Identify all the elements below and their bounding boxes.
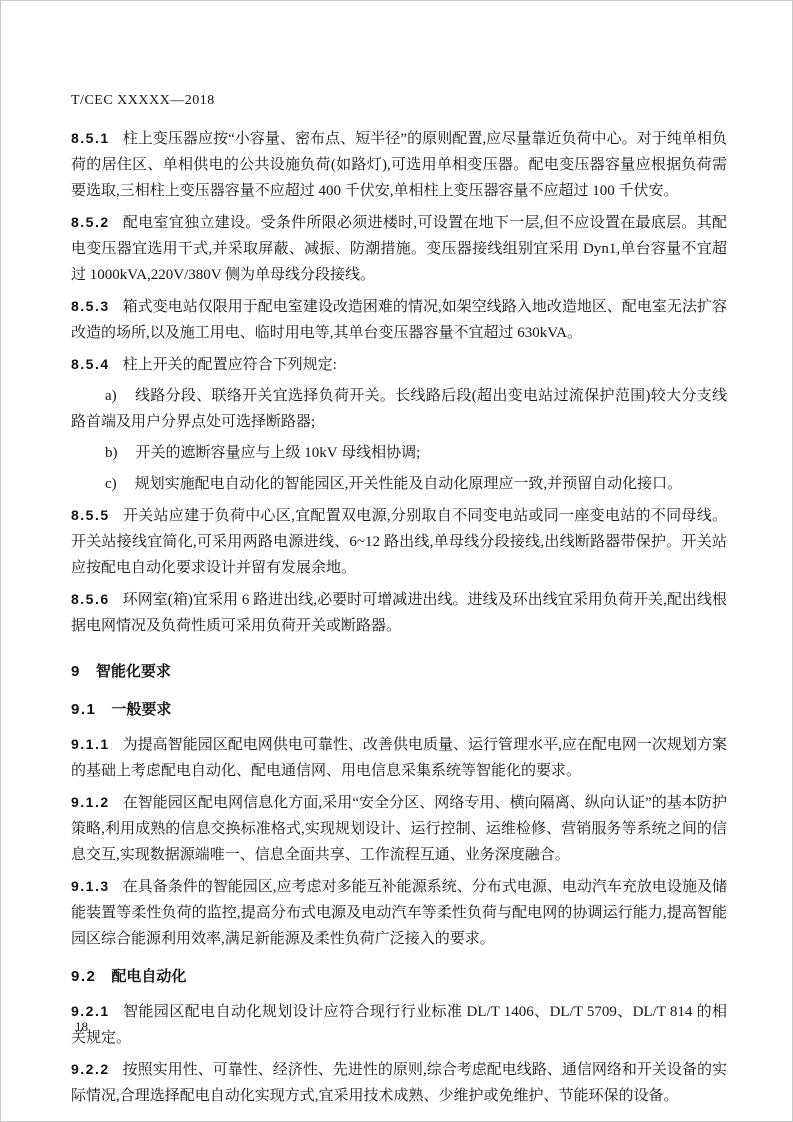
- clause-number: 9.1.1: [71, 736, 110, 752]
- clause-text: 为提高智能园区配电网供电可靠性、改善供电质量、运行管理水平,应在配电网一次规划方案的基础上考虑配电自动化、配电通信网、用电信息采集系统等智能化的要求。: [71, 737, 727, 779]
- clause-text: 按照实用性、可靠性、经济性、先进性的原则,综合考虑配电线路、通信网络和开关设备的实际情况,合理选择配电自动化实现方式,宜采用技术成熟、少维护或免维护、节能环保的设备。: [71, 1062, 727, 1104]
- clause-8-5-1: [71, 125, 727, 204]
- clause-8-5-2: [71, 209, 727, 288]
- clause-text: 在智能园区配电网信息化方面,采用“安全分区、网络专用、横向隔离、纵向认证”的基本防护策略,利用成熟的信息交换标准格式,实现规划设计、运行控制、运维检修、营销服务等系统之间的信息交互,实现数据源端唯一、信息全面共享、工作流程互通、业务深度融合。: [71, 795, 727, 863]
- section-heading-9: [71, 659, 727, 685]
- clause-text: 在具备条件的智能园区,应考虑对多能互补能源系统、分布式电源、电动汽车充放电设施及储能装置等柔性负荷的监控,提高分布式电源及电动汽车等柔性负荷与配电网的协调运行能力,提高智能园区综合能源利用效率,满足新能源及柔性负荷广泛接入的要求。: [71, 879, 727, 947]
- section-title: 一般要求: [111, 701, 172, 718]
- clause-number: 9.1.3: [71, 878, 110, 894]
- clause-number: 8.5.2: [71, 214, 110, 230]
- clause-9-2-1: [71, 998, 727, 1051]
- clause-number: 8.5.6: [71, 591, 110, 607]
- standard-number-header: T/CEC XXXXX—2018: [71, 93, 215, 108]
- section-heading-9-1: [71, 697, 727, 723]
- clause-number: 9.1.2: [71, 794, 110, 810]
- clause-text: 柱上变压器应按“小容量、密布点、短半径”的原则配置,应尽量靠近负荷中心。对于纯单相负荷的居住区、单相供电的公共设施负荷(如路灯),可选用单相变压器。配电变压器容量应根据负荷需要选取,三相柱上变压器容量不应超过 400 千伏安,单相柱上变压器容量不应超过 100 千伏安。: [71, 131, 727, 199]
- list-item-label: b): [105, 445, 118, 461]
- list-item-label: c): [105, 476, 117, 492]
- list-item-text: 规划实施配电自动化的智能园区,开关性能及自动化原理应一致,并预留自动化接口。: [134, 476, 683, 492]
- clause-number: 8.5.1: [71, 130, 110, 146]
- clause-9-1-3: [71, 873, 727, 952]
- clause-number: 8.5.4: [71, 356, 110, 372]
- section-title: 配电自动化: [111, 968, 187, 985]
- section-title: 智能化要求: [95, 663, 171, 680]
- clause-8-5-5: [71, 502, 727, 581]
- clause-9-1-2: [71, 789, 727, 868]
- section-number: 9: [71, 663, 81, 680]
- page-content: [71, 93, 727, 1114]
- clause-text: 环网室(箱)宜采用 6 路进出线,必要时可增减进出线。进线及环出线宜采用负荷开关,配出线根据电网情况及负荷性质可采用负荷开关或断路器。: [71, 592, 727, 634]
- list-item-text: 线路分段、联络开关宜选择负荷开关。长线路后段(超出变电站过流保护范围)较大分支线路首端及用户分界点处可选择断路器;: [71, 388, 727, 430]
- page-number: 18: [75, 1019, 88, 1034]
- list-item-label: a): [105, 388, 117, 404]
- list-item-a: [71, 383, 727, 435]
- clause-8-5-4: [71, 351, 727, 378]
- clause-9-2-2: [71, 1056, 727, 1109]
- clause-number: 8.5.5: [71, 507, 110, 523]
- list-item-b: [71, 440, 727, 466]
- section-number: 9.1: [71, 701, 97, 718]
- section-number: 9.2: [71, 968, 97, 985]
- clause-text: 智能园区配电自动化规划设计应符合现行行业标准 DL/T 1406、DL/T 5709、DL/T 814 的相关规定。: [71, 1004, 727, 1046]
- clause-text: 开关站应建于负荷中心区,宜配置双电源,分别取自不同变电站或同一座变电站的不同母线。开关站接线宜简化,可采用两路电源进线、6~12 路出线,单母线分段接线,出线断路器带保护。开关站应按配电自动化要求设计并留有发展余地。: [71, 508, 727, 576]
- section-heading-9-2: [71, 964, 727, 990]
- clause-9-1-1: [71, 731, 727, 784]
- clause-text: 柱上开关的配置应符合下列规定:: [122, 357, 337, 373]
- clause-text: 配电室宜独立建设。受条件所限必须进楼时,可设置在地下一层,但不应设置在最底层。其配电变压器宜选用干式,并采取屏蔽、减振、防潮措施。变压器接线组别宜采用 Dyn1,单台容量不宜超过 1000kVA,220V/380V 侧为单母线分段接线。: [71, 215, 727, 283]
- clause-8-5-6: [71, 586, 727, 639]
- clause-number: 9.2.1: [71, 1003, 110, 1019]
- list-item-c: [71, 471, 727, 497]
- list-item-text: 开关的遮断容量应与上级 10kV 母线相协调;: [135, 445, 421, 461]
- clause-number: 8.5.3: [71, 298, 110, 314]
- clause-number: 9.2.2: [71, 1061, 110, 1077]
- clause-8-5-3: [71, 293, 727, 346]
- clause-text: 箱式变电站仅限用于配电室建设改造困难的情况,如架空线路入地改造地区、配电室无法扩容改造的场所,以及施工用电、临时用电等,其单台变压器容量不宜超过 630kVA。: [71, 299, 727, 341]
